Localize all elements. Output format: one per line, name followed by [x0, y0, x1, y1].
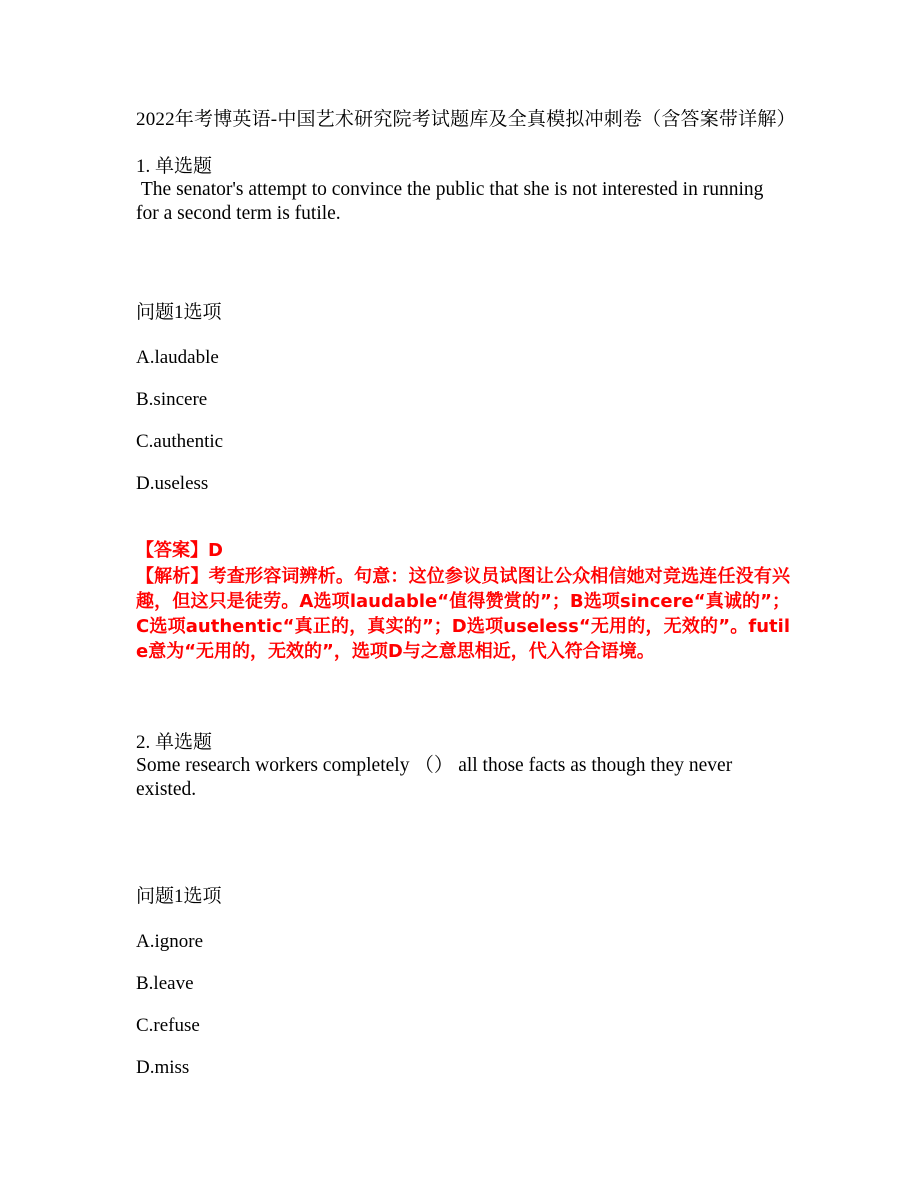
question-2-options-header: 问题1选项 — [136, 886, 222, 907]
question-1-number: 1. 单选题 — [136, 156, 213, 177]
question-1-analysis: 【解析】考查形容词辨析。句意：这位参议员试图让公众相信她对竞选连任没有兴趣，但这只是徒劳。A选项laudable“值得赞赏的”；B选项sincere“真诚的”；C选项authentic“真正的，真实的”；D选项useless“无用的，无效的”。futile意为“无用的，无效的”，选项D与之意思相近，代入符合语境。 — [136, 566, 790, 662]
question-2-option-a: A.ignore — [136, 931, 204, 952]
question-1-option-c: C.authentic — [136, 431, 224, 452]
document-title: 2022年考博英语-中国艺术研究院考试题库及全真模拟冲刺卷（含答案带详解） — [136, 109, 796, 130]
question-1-option-d: D.useless — [136, 473, 209, 494]
question-1-option-a: A.laudable — [136, 347, 219, 368]
question-2-option-d: D.miss — [136, 1057, 190, 1078]
question-2-stem: Some research workers completely （） all those facts as though they never existed. — [136, 755, 738, 800]
question-block-1 — [136, 156, 790, 664]
question-1-answer: 【答案】D — [136, 540, 223, 561]
question-1-option-b: B.sincere — [136, 389, 208, 410]
question-1-options-header: 问题1选项 — [136, 302, 222, 323]
question-block-2 — [136, 732, 790, 1078]
question-2-option-c: C.refuse — [136, 1015, 200, 1036]
question-1-answer-block — [136, 538, 790, 664]
question-2-number: 2. 单选题 — [136, 732, 213, 753]
question-1-stem: The senator's attempt to convince the public that she is not interested in running for a second term is futile. — [136, 179, 769, 224]
question-2-option-b: B.leave — [136, 973, 194, 994]
